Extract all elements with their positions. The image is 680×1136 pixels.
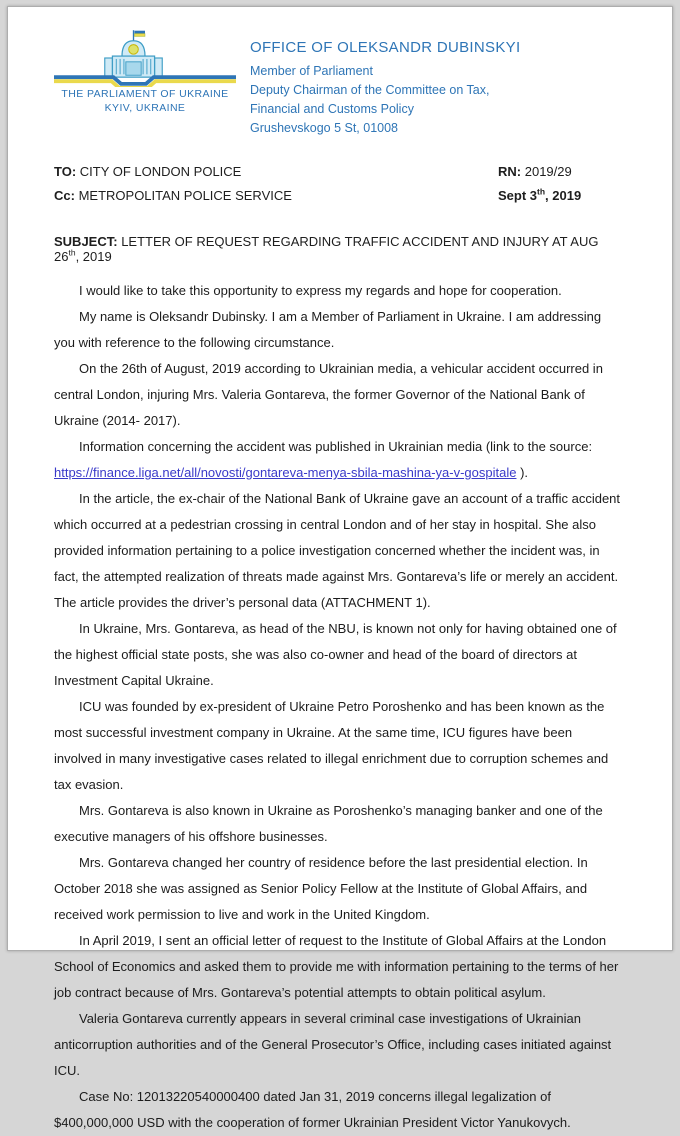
body-paragraph: In Ukraine, Mrs. Gontareva, as head of the NBU, is known not only for having obtained one of the highest official state posts, she was also co-owner and head of the board of directors at Investment Capital Ukraine. [54, 616, 620, 694]
date-year: , 2019 [545, 188, 581, 203]
body-paragraphs [54, 278, 620, 1136]
office-line-3: Financial and Customs Policy [250, 100, 520, 119]
to-label: TO: [54, 164, 76, 179]
office-block [250, 29, 520, 138]
subject-label: SUBJECT: [54, 234, 118, 249]
office-title: OFFICE OF OLEKSANDR DUBINSKYI [250, 39, 520, 56]
rn-label: RN: [498, 164, 521, 179]
body-paragraph: In April 2019, I sent an official letter of request to the Institute of Global Affairs at the London School of Economics and asked them to provide me with information pertaining to the terms of her job contract because of Mrs. Gontareva’s potential attempts to obtain political asylum. [54, 928, 620, 1006]
body-paragraph: My name is Oleksandr Dubinsky. I am a Member of Parliament in Ukraine. I am addressing you with reference to the following circumstance. [54, 304, 620, 356]
subject-line [54, 234, 620, 264]
body-paragraph: Mrs. Gontareva is also known in Ukraine as Poroshenko’s managing banker and one of the executive managers of his offshore businesses. [54, 798, 620, 850]
office-line-4: Grushevskogo 5 St, 01008 [250, 119, 520, 138]
body-paragraph: On the 26th of August, 2019 according to Ukrainian media, a vehicular accident occurred in central London, injuring Mrs. Valeria Gontareva, the former Governor of the National Bank of Ukraine (2014- 2017). [54, 356, 620, 434]
rn-line [498, 160, 581, 184]
to-value: CITY OF LONDON POLICE [80, 164, 242, 179]
cc-value: METROPOLITAN POLICE SERVICE [79, 188, 292, 203]
meta-block [54, 160, 620, 208]
logo-caption-line2: KYIV, UKRAINE [54, 101, 236, 115]
subject-text: LETTER OF REQUEST REGARDING TRAFFIC ACCIDENT AND INJURY AT AUG 26 [54, 234, 598, 264]
body-paragraph: ICU was founded by ex-president of Ukraine Petro Poroshenko and has been known as the most successful investment company in Ukraine. At the same time, ICU figures have been involved in many investigative cases related to illegal enrichment due to corruption schemes and tax evasion. [54, 694, 620, 798]
body-paragraph: Case No: 12013220540000400 dated Jan 31, 2019 concerns illegal legalization of $400,000,000 USD with the cooperation of former Ukrainian President Victor Yanukovych. [54, 1084, 620, 1136]
cc-label: Cc: [54, 188, 75, 203]
office-line-2: Deputy Chairman of the Committee on Tax, [250, 81, 520, 100]
subject-superscript: th [68, 248, 75, 258]
logo-caption-line1: THE PARLIAMENT OF UKRAINE [54, 87, 236, 101]
body-paragraph: Mrs. Gontareva changed her country of residence before the last presidential election. In October 2018 she was assigned as Senior Policy Fellow at the Institute of Global Affairs, and received work permission to live and work in the United Kingdom. [54, 850, 620, 928]
paragraph-text: Information concerning the accident was published in Ukrainian media (link to the source: [79, 439, 592, 454]
parliament-building-icon [54, 29, 236, 87]
body-paragraph: Valeria Gontareva currently appears in several criminal case investigations of Ukrainian anticorruption authorities and of the General Prosecutor’s Office, including cases initiated against ICU. [54, 1006, 620, 1084]
letter-page [7, 6, 673, 951]
letterhead [54, 29, 620, 138]
reference-block [498, 160, 581, 208]
date-line [498, 184, 581, 208]
date-superscript: th [537, 187, 545, 197]
body-paragraph [54, 434, 620, 486]
body-paragraph: In the article, the ex-chair of the National Bank of Ukraine gave an account of a traffic accident which occurred at a pedestrian crossing in central London and of her stay in hospital. She also provided information pertaining to a police investigation concerned whether the incident was, in fact, the attempted realization of threats made against Mrs. Gontareva’s life or merely an accident. The article provides the driver’s personal data (ATTACHMENT 1). [54, 486, 620, 616]
rn-value: 2019/29 [525, 164, 572, 179]
source-link[interactable]: https://finance.liga.net/all/novosti/gontareva-menya-sbila-mashina-ya-v-gospitale [54, 465, 516, 480]
date-text: Sept 3 [498, 188, 537, 203]
office-line-1: Member of Parliament [250, 62, 520, 81]
body-paragraph: I would like to take this opportunity to express my regards and hope for cooperation. [54, 278, 620, 304]
parliament-logo [54, 29, 236, 115]
paragraph-text: ). [516, 465, 528, 480]
subject-year: , 2019 [76, 249, 112, 264]
